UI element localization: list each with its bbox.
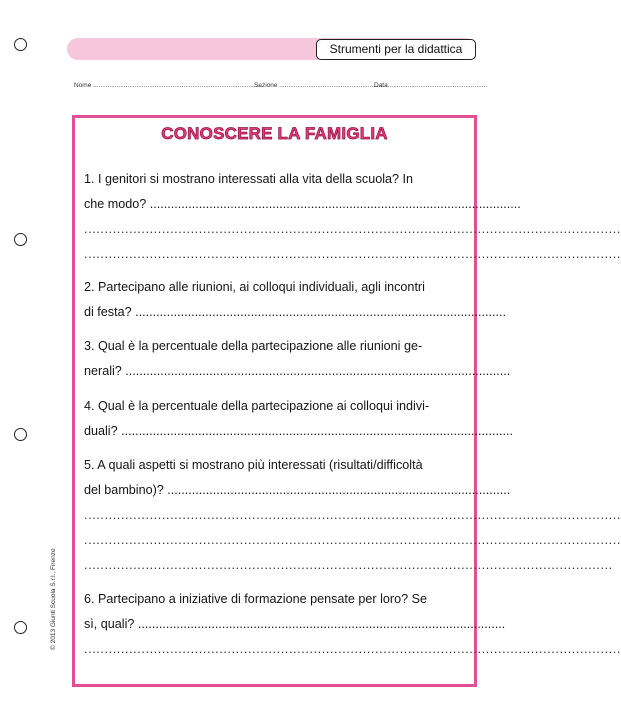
header-tag: Strumenti per la didattica <box>316 39 476 60</box>
question-5-line-1: 5. A quali aspetti si mostrano più interessati (risultati/difficoltà <box>84 458 423 472</box>
question-1-line-1: 1. I genitori si mostrano interessati alla vita della scuola? In <box>84 172 414 186</box>
answer-line[interactable]: ................................................................................................................................... <box>84 533 621 547</box>
binder-hole-4 <box>14 621 27 634</box>
field-data[interactable]: Data ...................................................... <box>374 82 488 89</box>
question-2-line-2[interactable]: di festa? .......................................................................................................... <box>84 305 506 319</box>
question-4-line-2[interactable]: duali? ................................................................................................................ <box>84 424 513 438</box>
binder-hole-1 <box>14 38 27 51</box>
worksheet-title: CONOSCERE LA FAMIGLIA <box>161 124 388 143</box>
binder-hole-3 <box>14 428 27 441</box>
student-fields <box>74 82 488 94</box>
answer-line[interactable]: ................................................................................................................................... <box>84 247 621 261</box>
question-6-line-2[interactable]: sì, quali? ......................................................................................................... <box>84 617 506 631</box>
copyright-notice: © 2013 Giunti Scuola S.r.l., Firenze <box>50 548 57 650</box>
question-6-line-1: 6. Partecipano a iniziative di formazione pensate per loro? Se <box>84 592 428 606</box>
answer-line[interactable]: ................................................................................................................................... <box>84 222 621 236</box>
answer-line[interactable]: ................................................................................................................................. <box>84 558 613 572</box>
question-4-line-1: 4. Qual è la percentuale della partecipazione ai colloqui indivi- <box>84 399 430 413</box>
question-3-line-2[interactable]: nerali? .............................................................................................................. <box>84 364 511 378</box>
question-2-line-1: 2. Partecipano alle riunioni, ai colloqui individuali, agli incontri <box>84 280 425 294</box>
question-1-line-2[interactable]: che modo? .......................................................................................................... <box>84 197 521 211</box>
field-sezione[interactable]: Sezione ............................................................. <box>254 82 390 89</box>
question-5-line-2[interactable]: del bambino)? .................................................................................................. <box>84 483 511 497</box>
field-nome[interactable]: Nome .............................................................................................. <box>74 82 263 89</box>
answer-line[interactable]: ................................................................................................................................... <box>84 508 621 522</box>
question-3-line-1: 3. Qual è la percentuale della partecipazione alle riunioni ge- <box>84 339 423 353</box>
binder-hole-2 <box>14 233 27 246</box>
answer-line[interactable]: ................................................................................................................................... <box>84 642 621 656</box>
